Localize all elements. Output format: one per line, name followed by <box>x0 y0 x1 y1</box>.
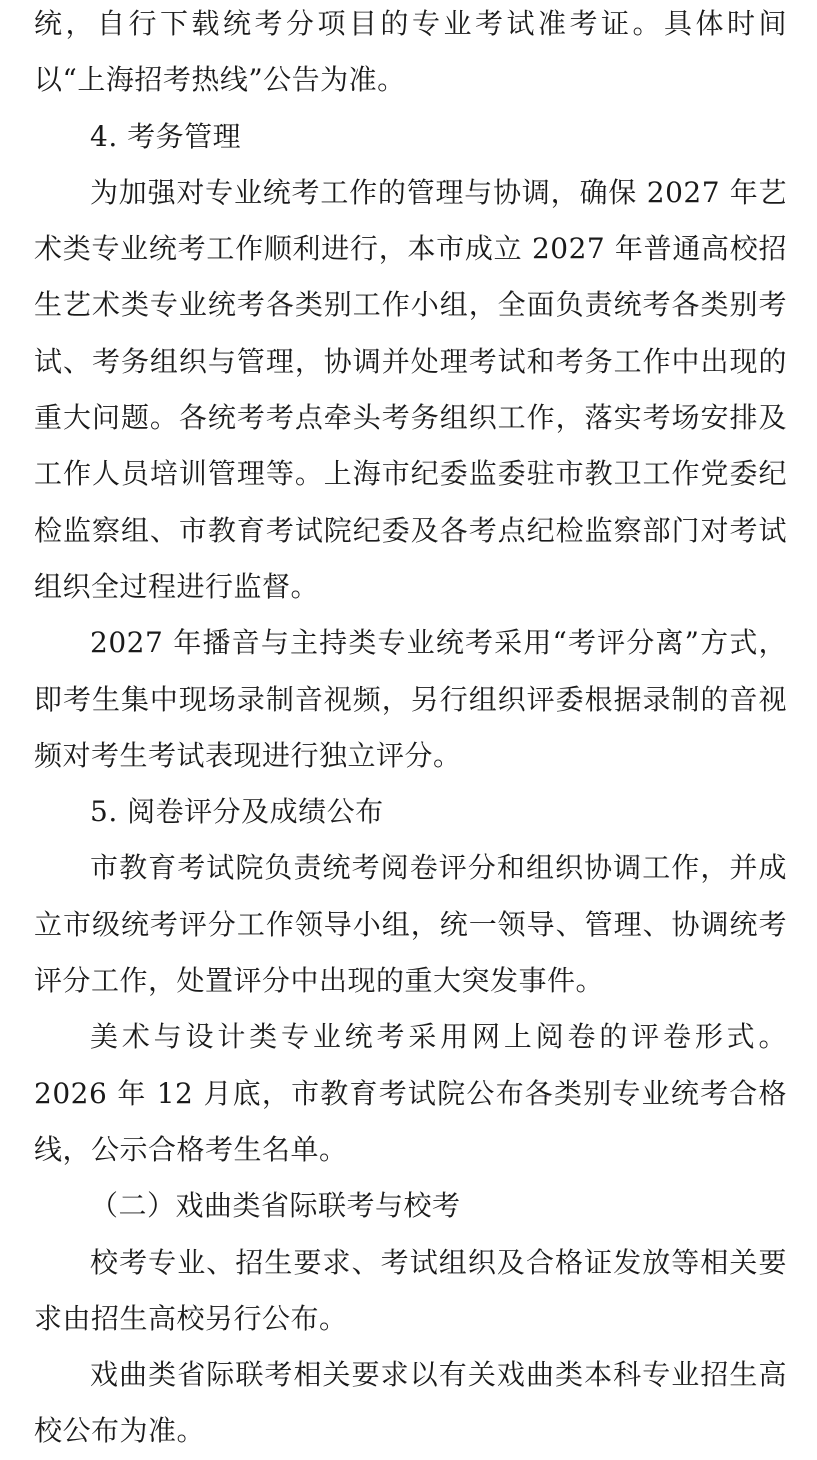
paragraph-broadcasting-exam: 2027 年播音与主持类专业统考采用“考评分离”方式，即考生集中现场录制音视频，另行组织评委根据录制的音视频对考生考试表现进行独立评分。 <box>34 626 787 772</box>
section-heading-exam-management: 4. 考务管理 <box>90 119 242 153</box>
paragraph-continuation: 统，自行下载统考分项目的专业考试准考证。具体时间以“上海招考热线”公告为准。 <box>34 7 787 97</box>
paragraph-grading-organization: 市教育考试院负责统考阅卷评分和组织协调工作，并成立市级统考评分工作领导小组，统一领导、管理、协调统考评分工作，处置评分中出现的重大突发事件。 <box>34 851 787 998</box>
document-body <box>34 0 787 1460</box>
paragraph-school-exam: 校考专业、招生要求、考试组织及合格证发放等相关要求由招生高校另行公布。 <box>34 1245 787 1335</box>
paragraph-art-design-grading: 美术与设计类专业统考采用网上阅卷的评卷形式。2026 年 12 月底，市教育考试院公布各类别专业统考合格线，公示合格考生名单。 <box>34 1020 787 1166</box>
section-heading-grading: 5. 阅卷评分及成绩公布 <box>90 795 384 829</box>
paragraph-exam-management: 为加强对专业统考工作的管理与协调，确保 2027 年艺术类专业统考工作顺利进行，本市成立 2027 年普通高校招生艺术类专业统考各类别工作小组，全面负责统考各类别考试、考务组织与管理，协调并处理考试和考务工作中出现的重大问题。各统考考点牵头考务组织工作，落实考场安排及工作人员培训管理等。上海市纪委监委驻市教卫工作党委纪检监察组、市教育考试院纪委及各考点纪检监察部门对考试组织全过程进行监督。 <box>34 175 787 603</box>
section-heading-opera: （二）戏曲类省际联考与校考 <box>90 1189 461 1223</box>
paragraph-opera-joint-exam: 戏曲类省际联考相关要求以有关戏曲类本科专业招生高校公布为准。 <box>34 1358 787 1448</box>
